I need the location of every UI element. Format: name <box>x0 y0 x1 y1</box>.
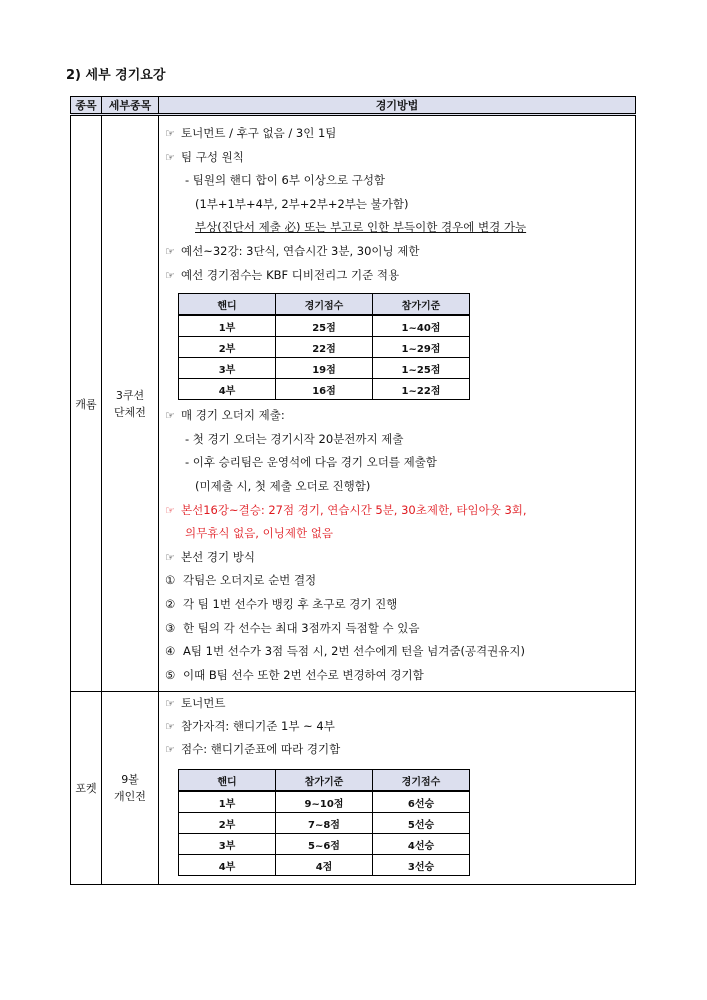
circled-number-1: ① <box>165 573 176 588</box>
subcategory-line: 9볼 <box>121 773 139 787</box>
list-item: ☞ 본선16강~결승: 27점 경기, 연습시간 5분, 30초제한, 타임아웃 3회, <box>165 499 635 523</box>
list-item: ☞ 본선 경기 방식 <box>165 546 635 570</box>
table-row: 2부 7~8점 5선승 <box>179 813 470 834</box>
list-item: - 팀원의 핸디 합이 6부 이상으로 구성함 <box>185 173 386 188</box>
table-row: 4부 16점 1~22점 <box>179 379 470 400</box>
category-carom: 캐롬 <box>71 115 102 692</box>
list-item: ☞ 토너먼트 / 후구 없음 / 3인 1팀 <box>165 122 635 146</box>
section-title: 2) 세부 경기요강 <box>66 68 166 83</box>
pointing-hand-icon: ☞ <box>165 268 175 282</box>
subcategory-pocket <box>102 692 159 885</box>
method-pocket <box>159 692 636 885</box>
table-row: 3부 19점 1~25점 <box>179 358 470 379</box>
list-item: ☞ 참가자격: 핸디기준 1부 ~ 4부 <box>165 715 635 738</box>
header-method: 경기방법 <box>159 97 636 115</box>
table-row: 3부 5~6점 4선승 <box>179 834 470 855</box>
list-item: 부상(진단서 제출 必) 또는 부고로 인한 부득이한 경우에 변경 가능 <box>195 220 527 235</box>
pointing-hand-icon: ☞ <box>165 503 175 517</box>
list-item: ☞ 점수: 핸디기준표에 따라 경기함 <box>165 738 635 761</box>
pointing-hand-icon: ☞ <box>165 409 175 423</box>
subcategory-line: 개인전 <box>114 790 146 804</box>
pocket-handicap-table <box>178 769 470 876</box>
circled-number-4: ④ <box>165 644 176 659</box>
header-category: 종목 <box>71 97 102 115</box>
list-item: ④ A팀 1번 선수가 3점 득점 시, 2번 선수에게 턴을 넘겨줌(공격권유지) <box>165 640 635 664</box>
list-item: ☞ 매 경기 오더지 제출: <box>165 404 635 428</box>
pointing-hand-icon: ☞ <box>165 127 175 140</box>
list-item: ③ 한 팀의 각 선수는 최대 3점까지 득점할 수 있음 <box>165 617 635 641</box>
category-pocket: 포켓 <box>71 692 102 885</box>
method-carom <box>159 115 636 692</box>
table-row: 1부 9~10점 6선승 <box>179 791 470 813</box>
pointing-hand-icon: ☞ <box>165 720 175 734</box>
table-row <box>71 115 636 692</box>
list-item: 의무휴식 없음, 이닝제한 없음 <box>185 526 333 541</box>
table-row: 2부 22점 1~29점 <box>179 337 470 358</box>
list-item: ☞ 예선~32강: 3단식, 연습시간 3분, 30이닝 제한 <box>165 240 635 264</box>
header-subcategory: 세부종목 <box>102 97 159 115</box>
pointing-hand-icon: ☞ <box>165 743 175 757</box>
list-item: (1부+1부+4부, 2부+2부+2부는 불가함) <box>195 196 409 211</box>
list-item: ① 각팀은 오더지로 순번 결정 <box>165 569 635 593</box>
list-item: ☞ 토너먼트 <box>165 692 635 715</box>
table-row: 1부 25점 1~40점 <box>179 315 470 337</box>
list-item: (미제출 시, 첫 제출 오더로 진행함) <box>195 478 371 493</box>
circled-number-3: ③ <box>165 620 176 635</box>
pointing-hand-icon: ☞ <box>165 550 175 564</box>
table-header-row: 핸디 경기점수 참가기준 <box>179 294 470 316</box>
table-header-row <box>71 97 636 115</box>
circled-number-2: ② <box>165 596 176 611</box>
pointing-hand-icon: ☞ <box>165 244 175 258</box>
competition-table <box>70 96 636 885</box>
table-row: 4부 4점 3선승 <box>179 855 470 876</box>
table-row <box>71 692 636 885</box>
pointing-hand-icon: ☞ <box>165 697 175 711</box>
subcategory-carom <box>102 115 159 692</box>
subcategory-line: 단체전 <box>114 405 146 419</box>
list-item: ☞ 팀 구성 원칙 <box>165 146 635 170</box>
list-item: ② 각 팀 1번 선수가 뱅킹 후 초구로 경기 진행 <box>165 593 635 617</box>
table-header-row: 핸디 참가기준 경기점수 <box>179 770 470 792</box>
list-item: - 첫 경기 오더는 경기시작 20분전까지 제출 <box>185 431 404 446</box>
list-item: ⑤ 이때 B팀 선수 또한 2번 선수로 변경하여 경기함 <box>165 664 635 688</box>
carom-handicap-table <box>178 293 470 400</box>
pointing-hand-icon: ☞ <box>165 150 175 164</box>
list-item: ☞ 예선 경기점수는 KBF 디비전리그 기준 적용 <box>165 264 635 288</box>
subcategory-line: 3쿠션 <box>115 388 145 402</box>
circled-number-5: ⑤ <box>165 667 176 682</box>
list-item: - 이후 승리팀은 운영석에 다음 경기 오더를 제출함 <box>185 455 437 470</box>
